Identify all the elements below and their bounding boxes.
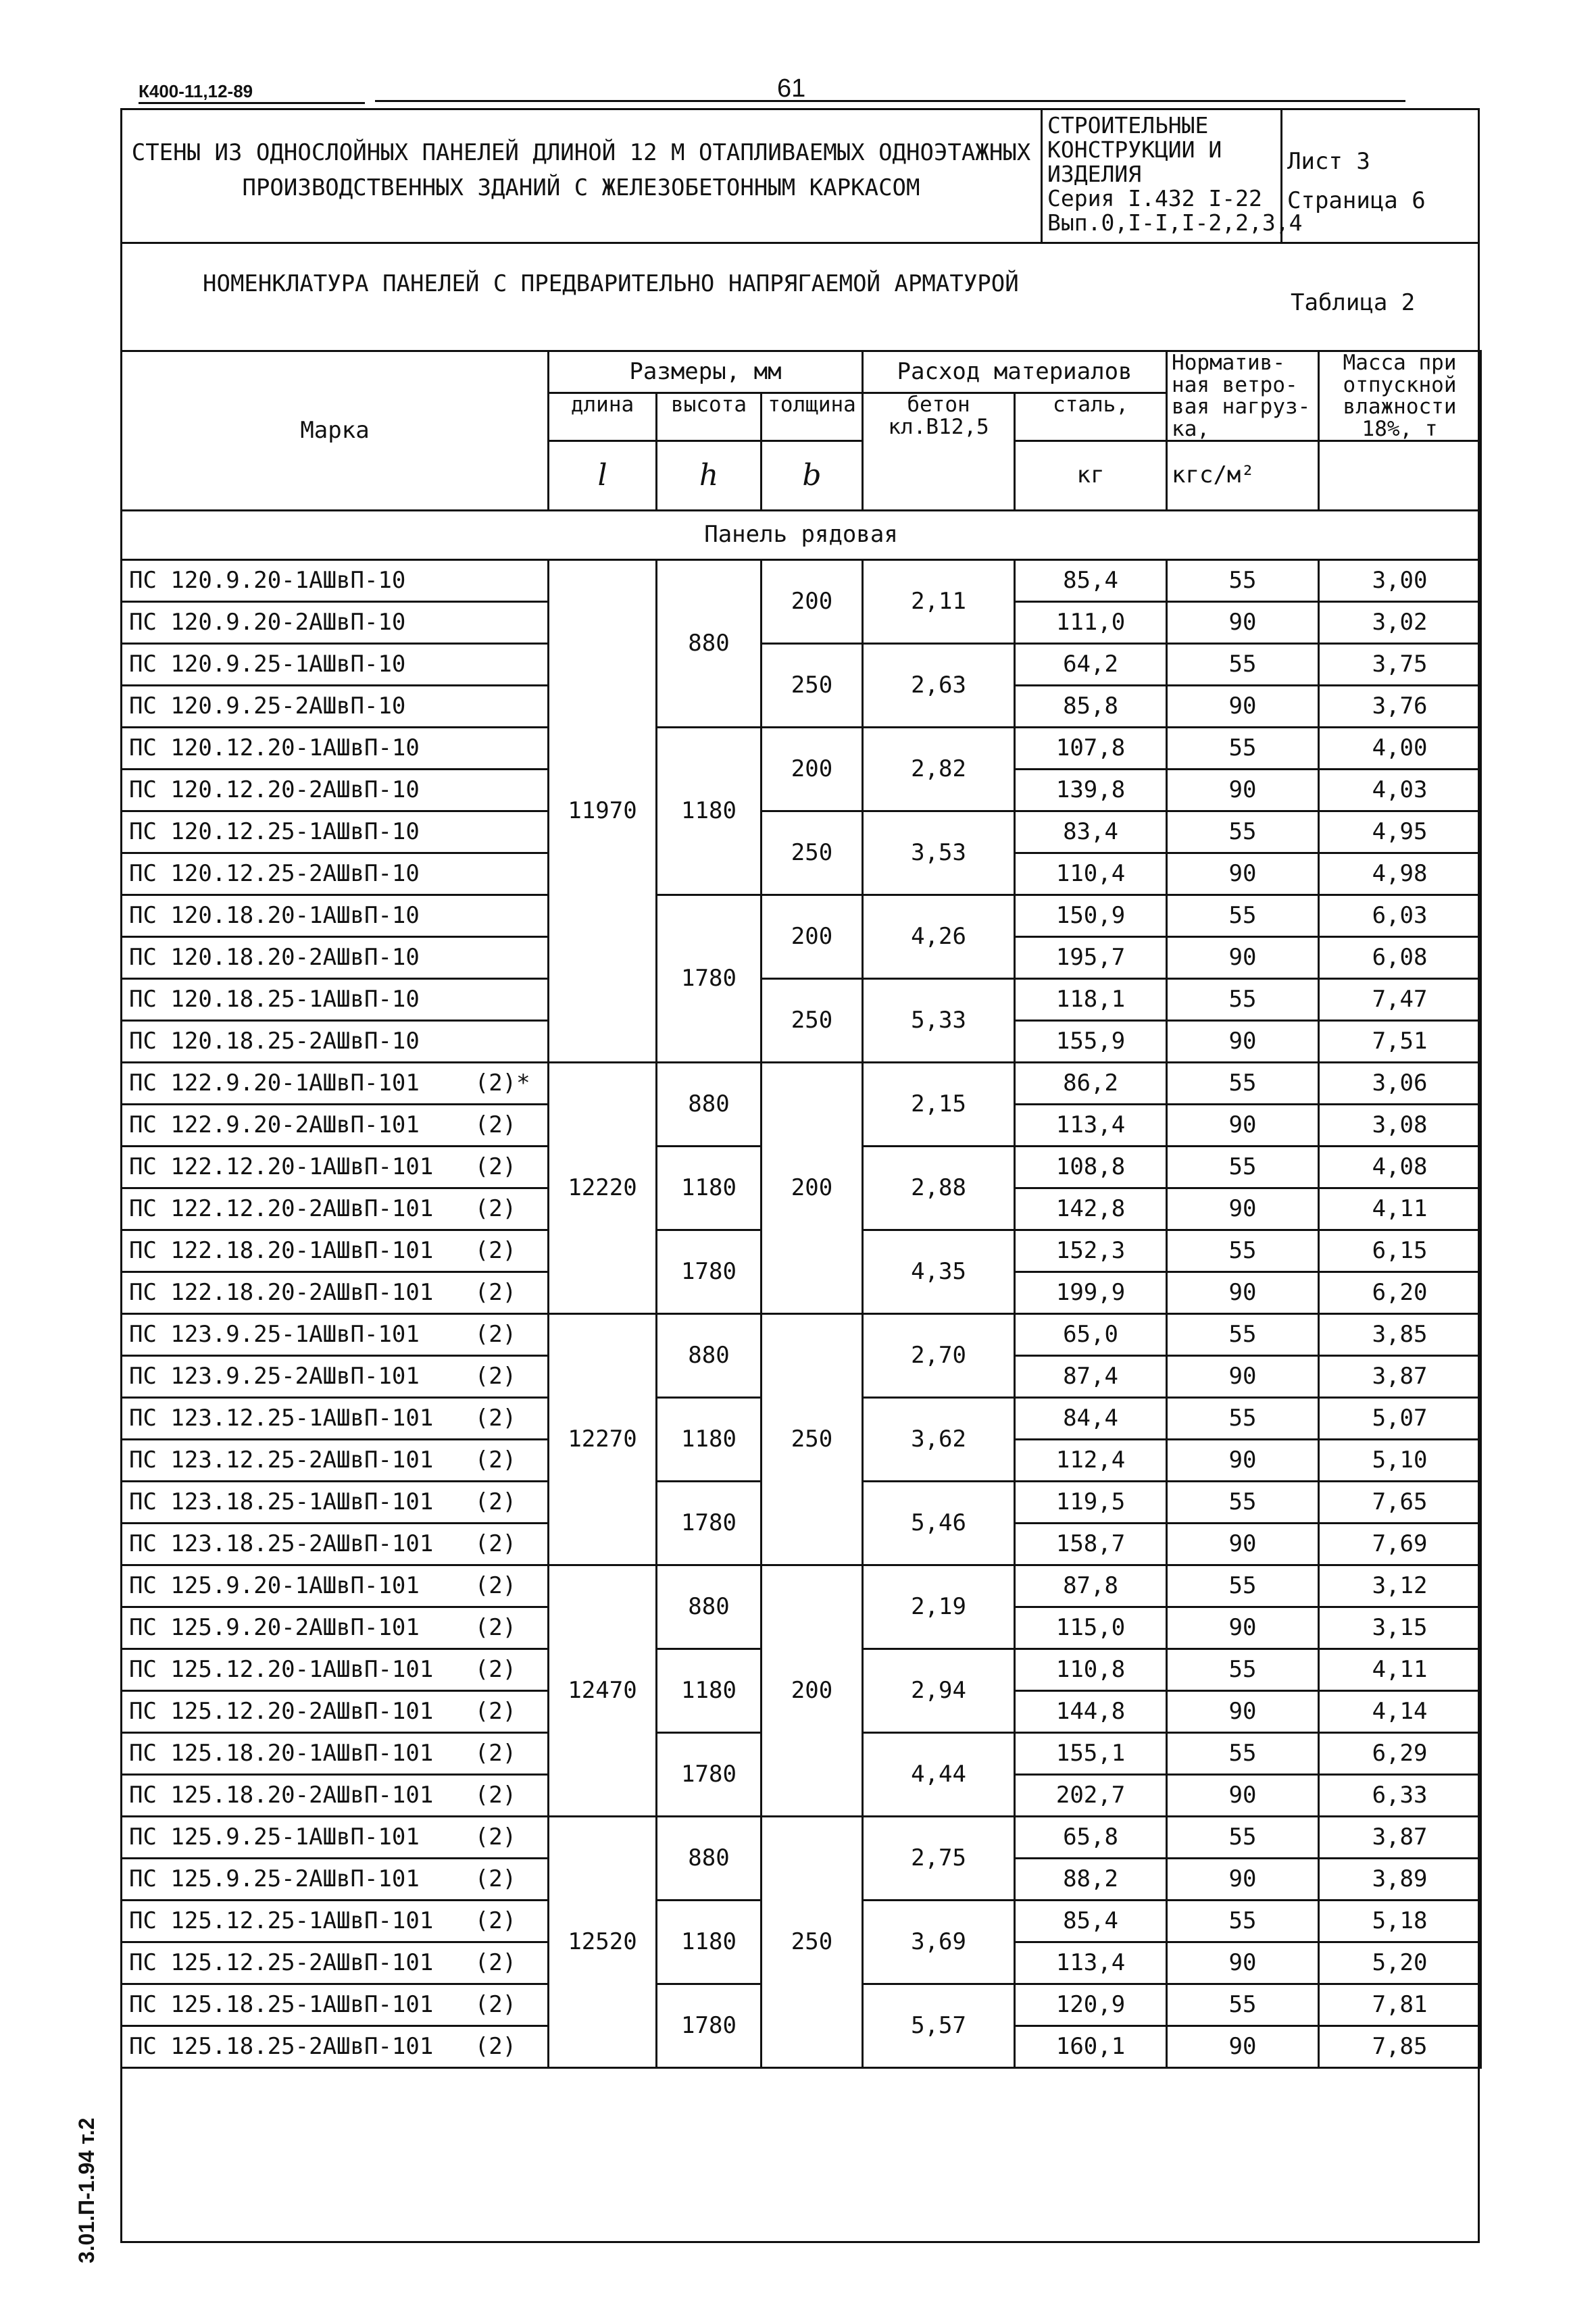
table-row	[122, 1565, 1481, 1607]
series-line2: КОНСТРУКЦИИ И	[1047, 136, 1222, 163]
series-line3: ИЗДЕЛИЯ	[1047, 161, 1142, 187]
cell-mass: 5,18	[1319, 1901, 1481, 1942]
cell-mark: ПС 125.18.20-2АШвП-101 (2)	[122, 1775, 549, 1817]
cell-steel: 88,2	[1015, 1859, 1167, 1901]
cell-concrete: 4,26	[863, 895, 1015, 979]
cell-steel: 87,4	[1015, 1356, 1167, 1398]
cell-steel: 152,3	[1015, 1230, 1167, 1272]
cell-mass: 7,51	[1319, 1021, 1481, 1063]
col-concrete-header: бетон кл.В12,5	[863, 393, 1015, 511]
cell-wind: 55	[1167, 644, 1319, 686]
cell-mass: 3,02	[1319, 602, 1481, 644]
cell-mass: 6,15	[1319, 1230, 1481, 1272]
cell-mass: 7,85	[1319, 2026, 1481, 2068]
col-height-symbol: h	[657, 441, 762, 511]
cell-thickness: 200	[762, 728, 863, 811]
cell-wind: 55	[1167, 979, 1319, 1021]
cell-mark: ПС 122.12.20-1АШвП-101 (2)	[122, 1147, 549, 1188]
cell-mark: ПС 125.18.20-1АШвП-101 (2)	[122, 1733, 549, 1775]
cell-mark: ПС 125.12.20-2АШвП-101 (2)	[122, 1691, 549, 1733]
cell-wind: 55	[1167, 895, 1319, 937]
cell-mark: ПС 125.9.25-2АШвП-101 (2)	[122, 1859, 549, 1901]
header-divider-1	[1041, 108, 1043, 243]
cell-wind: 90	[1167, 1607, 1319, 1649]
cell-wind: 55	[1167, 1482, 1319, 1524]
cell-mass: 3,87	[1319, 1817, 1481, 1859]
cell-height: 1180	[657, 728, 762, 895]
cell-thickness: 200	[762, 895, 863, 979]
cell-steel: 142,8	[1015, 1188, 1167, 1230]
cell-thickness: 250	[762, 1314, 863, 1565]
cell-mark: ПС 120.9.20-2АШвП-10	[122, 602, 549, 644]
cell-mass: 4,03	[1319, 770, 1481, 811]
cell-wind: 55	[1167, 1063, 1319, 1105]
cell-concrete: 2,82	[863, 728, 1015, 811]
cell-steel: 160,1	[1015, 2026, 1167, 2068]
col-wind-header: Норматив-ная ветро-вая нагруз-ка,	[1167, 351, 1319, 441]
cell-height: 1180	[657, 1901, 762, 1984]
cell-wind: 55	[1167, 1649, 1319, 1691]
cell-wind: 90	[1167, 1188, 1319, 1230]
col-steel-header: сталь,	[1015, 393, 1167, 441]
col-steel-unit: кг	[1015, 441, 1167, 511]
cell-wind: 55	[1167, 1733, 1319, 1775]
cell-concrete: 3,53	[863, 811, 1015, 895]
cell-concrete: 2,15	[863, 1063, 1015, 1147]
cell-mass: 5,20	[1319, 1942, 1481, 1984]
cell-wind: 90	[1167, 686, 1319, 728]
cell-steel: 119,5	[1015, 1482, 1167, 1524]
table-row	[122, 895, 1481, 937]
cell-height: 1780	[657, 1230, 762, 1314]
cell-steel: 144,8	[1015, 1691, 1167, 1733]
cell-mass: 7,69	[1319, 1524, 1481, 1565]
cell-concrete: 2,88	[863, 1147, 1015, 1230]
cell-wind: 55	[1167, 1398, 1319, 1440]
cell-concrete: 5,46	[863, 1482, 1015, 1565]
cell-height: 880	[657, 1565, 762, 1649]
nomenclature-table	[120, 350, 1482, 2069]
cell-wind: 55	[1167, 1565, 1319, 1607]
cell-mark: ПС 123.18.25-2АШвП-101 (2)	[122, 1524, 549, 1565]
cell-wind: 90	[1167, 770, 1319, 811]
table-row	[122, 979, 1481, 1021]
cell-mass: 4,14	[1319, 1691, 1481, 1733]
cell-wind: 90	[1167, 1356, 1319, 1398]
header-bottom-rule	[120, 242, 1480, 244]
cell-height: 1180	[657, 1147, 762, 1230]
cell-mark: ПС 123.12.25-1АШвП-101 (2)	[122, 1398, 549, 1440]
cell-concrete: 2,70	[863, 1314, 1015, 1398]
cell-mark: ПС 122.18.20-2АШвП-101 (2)	[122, 1272, 549, 1314]
cell-steel: 85,8	[1015, 686, 1167, 728]
cell-steel: 115,0	[1015, 1607, 1167, 1649]
cell-height: 1180	[657, 1649, 762, 1733]
cell-mark: ПС 125.18.25-2АШвП-101 (2)	[122, 2026, 549, 2068]
cell-wind: 90	[1167, 1272, 1319, 1314]
header-title	[128, 135, 1034, 205]
table-row	[122, 1817, 1481, 1859]
cell-mark: ПС 122.9.20-2АШвП-101 (2)	[122, 1105, 549, 1147]
col-wind-unit: кгс/м²	[1167, 441, 1319, 511]
cell-height: 880	[657, 1817, 762, 1901]
cell-mass: 5,10	[1319, 1440, 1481, 1482]
cell-mass: 3,15	[1319, 1607, 1481, 1649]
cell-concrete: 2,94	[863, 1649, 1015, 1733]
cell-mark: ПС 122.12.20-2АШвП-101 (2)	[122, 1188, 549, 1230]
cell-mark: ПС 120.12.20-1АШвП-10	[122, 728, 549, 770]
cell-thickness: 250	[762, 811, 863, 895]
cell-mass: 6,08	[1319, 937, 1481, 979]
cell-mass: 4,08	[1319, 1147, 1481, 1188]
cell-thickness: 200	[762, 560, 863, 644]
cell-steel: 139,8	[1015, 770, 1167, 811]
nomenclature-title: НОМЕНКЛАТУРА ПАНЕЛЕЙ С ПРЕДВАРИТЕЛЬНО НАПРЯГАЕМОЙ АРМАТУРОЙ	[203, 270, 1019, 297]
col-mass-header	[1319, 351, 1481, 441]
cell-wind: 90	[1167, 937, 1319, 979]
series-line5: Вып.0,I-I,I-2,2,3,4	[1047, 209, 1303, 236]
cell-height: 880	[657, 1314, 762, 1398]
cell-mass: 7,47	[1319, 979, 1481, 1021]
cell-mark: ПС 125.18.25-1АШвП-101 (2)	[122, 1984, 549, 2026]
cell-concrete: 5,33	[863, 979, 1015, 1063]
side-stamp: 3.01.П-1.94 т.2	[74, 2117, 99, 2263]
cell-concrete: 3,69	[863, 1901, 1015, 1984]
cell-mark: ПС 123.18.25-1АШвП-101 (2)	[122, 1482, 549, 1524]
cell-wind: 55	[1167, 728, 1319, 770]
cell-wind: 90	[1167, 1859, 1319, 1901]
cell-length: 11970	[549, 560, 657, 1063]
cell-steel: 85,4	[1015, 1901, 1167, 1942]
cell-mark: ПС 120.9.20-1АШвП-10	[122, 560, 549, 602]
cell-wind: 90	[1167, 1440, 1319, 1482]
col-mark-header: Марка	[122, 351, 549, 511]
col-height-header: высота	[657, 393, 762, 441]
cell-steel: 155,9	[1015, 1021, 1167, 1063]
header-title-line1: СТЕНЫ ИЗ ОДНОСЛОЙНЫХ ПАНЕЛЕЙ ДЛИНОЙ 12 М ОТАПЛИВАЕМЫХ ОДНОЭТАЖНЫХ	[131, 139, 1031, 166]
table-row	[122, 811, 1481, 853]
table-row	[122, 560, 1481, 602]
cell-concrete: 5,57	[863, 1984, 1015, 2068]
cell-thickness: 250	[762, 979, 863, 1063]
cell-steel: 110,4	[1015, 853, 1167, 895]
cell-height: 1780	[657, 1733, 762, 1817]
cell-mass: 4,00	[1319, 728, 1481, 770]
table-row	[122, 1314, 1481, 1356]
cell-wind: 55	[1167, 1901, 1319, 1942]
col-thickness-header: толщина	[762, 393, 863, 441]
cell-wind: 55	[1167, 811, 1319, 853]
cell-mass: 6,03	[1319, 895, 1481, 937]
col-mass-spacer	[1319, 441, 1481, 511]
cell-concrete: 2,75	[863, 1817, 1015, 1901]
cell-mass: 6,20	[1319, 1272, 1481, 1314]
cell-steel: 84,4	[1015, 1398, 1167, 1440]
cell-wind: 90	[1167, 602, 1319, 644]
sheet-block	[1287, 142, 1426, 220]
cell-height: 1780	[657, 895, 762, 1063]
cell-wind: 90	[1167, 1105, 1319, 1147]
cell-steel: 120,9	[1015, 1984, 1167, 2026]
cell-mark: ПС 120.18.20-1АШвП-10	[122, 895, 549, 937]
cell-length: 12270	[549, 1314, 657, 1565]
cell-wind: 90	[1167, 1942, 1319, 1984]
cell-steel: 158,7	[1015, 1524, 1167, 1565]
cell-mark: ПС 125.9.20-1АШвП-101 (2)	[122, 1565, 549, 1607]
series-block	[1047, 114, 1303, 235]
col-mass-unit: 18%, т	[1362, 416, 1438, 441]
cell-mark: ПС 123.12.25-2АШвП-101 (2)	[122, 1440, 549, 1482]
cell-mark: ПС 120.12.25-2АШвП-10	[122, 853, 549, 895]
cell-mass: 4,95	[1319, 811, 1481, 853]
cell-steel: 155,1	[1015, 1733, 1167, 1775]
cell-mass: 4,11	[1319, 1649, 1481, 1691]
cell-steel: 113,4	[1015, 1942, 1167, 1984]
sheet-number: Лист 3	[1287, 148, 1370, 175]
cell-steel: 113,4	[1015, 1105, 1167, 1147]
table-row	[122, 644, 1481, 686]
cell-mass: 3,75	[1319, 644, 1481, 686]
cell-wind: 90	[1167, 1691, 1319, 1733]
cell-thickness: 200	[762, 1063, 863, 1314]
cell-wind: 90	[1167, 1775, 1319, 1817]
cell-mass: 7,81	[1319, 1984, 1481, 2026]
top-rule	[375, 100, 1405, 102]
cell-steel: 107,8	[1015, 728, 1167, 770]
col-length-symbol: l	[549, 441, 657, 511]
cell-steel: 87,8	[1015, 1565, 1167, 1607]
cell-mass: 7,65	[1319, 1482, 1481, 1524]
cell-steel: 202,7	[1015, 1775, 1167, 1817]
cell-concrete: 3,62	[863, 1398, 1015, 1482]
col-sizes-header: Размеры, мм	[549, 351, 863, 393]
series-line1: СТРОИТЕЛЬНЫЕ	[1047, 112, 1209, 139]
col-mass-title: Масса при отпускной влажности	[1343, 351, 1457, 420]
cell-wind: 55	[1167, 1314, 1319, 1356]
cell-height: 1180	[657, 1398, 762, 1482]
cell-mark: ПС 120.18.25-1АШвП-10	[122, 979, 549, 1021]
cell-mark: ПС 125.9.20-2АШвП-101 (2)	[122, 1607, 549, 1649]
cell-mass: 4,11	[1319, 1188, 1481, 1230]
cell-mass: 6,33	[1319, 1775, 1481, 1817]
cell-mark: ПС 125.9.25-1АШвП-101 (2)	[122, 1817, 549, 1859]
cell-mark: ПС 122.9.20-1АШвП-101 (2)*	[122, 1063, 549, 1105]
cell-concrete: 2,63	[863, 644, 1015, 728]
cell-length: 12470	[549, 1565, 657, 1817]
cell-height: 880	[657, 560, 762, 728]
cell-mark: ПС 120.9.25-2АШвП-10	[122, 686, 549, 728]
cell-height: 1780	[657, 1984, 762, 2068]
cell-steel: 195,7	[1015, 937, 1167, 979]
cell-wind: 55	[1167, 1230, 1319, 1272]
col-materials-header: Расход материалов	[863, 351, 1167, 393]
cell-steel: 65,8	[1015, 1817, 1167, 1859]
cell-steel: 65,0	[1015, 1314, 1167, 1356]
cell-thickness: 200	[762, 1565, 863, 1817]
col-thickness-symbol: b	[762, 441, 863, 511]
cell-thickness: 250	[762, 644, 863, 728]
sheet-page: Страница 6	[1287, 187, 1426, 214]
cell-mark: ПС 120.12.25-1АШвП-10	[122, 811, 549, 853]
cell-mass: 3,00	[1319, 560, 1481, 602]
cell-thickness: 250	[762, 1817, 863, 2068]
cell-steel: 118,1	[1015, 979, 1167, 1021]
header-title-line2: ПРОИЗВОДСТВЕННЫХ ЗДАНИЙ С ЖЕЛЕЗОБЕТОННЫМ КАРКАСОМ	[242, 174, 920, 201]
cell-mark: ПС 123.9.25-1АШвП-101 (2)	[122, 1314, 549, 1356]
document-code: К400-11,12-89	[139, 81, 365, 104]
table-row	[122, 728, 1481, 770]
table-label: Таблица 2	[1291, 289, 1416, 316]
cell-mass: 3,06	[1319, 1063, 1481, 1105]
cell-concrete: 4,35	[863, 1230, 1015, 1314]
cell-wind: 90	[1167, 2026, 1319, 2068]
cell-steel: 112,4	[1015, 1440, 1167, 1482]
cell-mark: ПС 120.9.25-1АШвП-10	[122, 644, 549, 686]
cell-mark: ПС 122.18.20-1АШвП-101 (2)	[122, 1230, 549, 1272]
cell-wind: 90	[1167, 1524, 1319, 1565]
cell-mark: ПС 120.18.25-2АШвП-10	[122, 1021, 549, 1063]
cell-length: 12520	[549, 1817, 657, 2068]
cell-mass: 3,89	[1319, 1859, 1481, 1901]
cell-wind: 55	[1167, 1817, 1319, 1859]
cell-mark: ПС 125.12.25-1АШвП-101 (2)	[122, 1901, 549, 1942]
cell-mark: ПС 120.18.20-2АШвП-10	[122, 937, 549, 979]
cell-steel: 64,2	[1015, 644, 1167, 686]
cell-steel: 111,0	[1015, 602, 1167, 644]
cell-wind: 55	[1167, 560, 1319, 602]
cell-mass: 5,07	[1319, 1398, 1481, 1440]
panel-type-label: Панель рядовая	[122, 511, 1481, 560]
cell-mass: 6,29	[1319, 1733, 1481, 1775]
cell-mark: ПС 125.12.25-2АШвП-101 (2)	[122, 1942, 549, 1984]
cell-mass: 3,76	[1319, 686, 1481, 728]
cell-wind: 90	[1167, 853, 1319, 895]
cell-mark: ПС 125.12.20-1АШвП-101 (2)	[122, 1649, 549, 1691]
series-line4: Серия I.432 I-22	[1047, 185, 1262, 211]
cell-steel: 199,9	[1015, 1272, 1167, 1314]
cell-steel: 83,4	[1015, 811, 1167, 853]
cell-mark: ПС 120.12.20-2АШвП-10	[122, 770, 549, 811]
cell-mass: 3,08	[1319, 1105, 1481, 1147]
cell-height: 880	[657, 1063, 762, 1147]
cell-steel: 86,2	[1015, 1063, 1167, 1105]
cell-concrete: 2,19	[863, 1565, 1015, 1649]
cell-wind: 90	[1167, 1021, 1319, 1063]
cell-mass: 3,85	[1319, 1314, 1481, 1356]
cell-concrete: 4,44	[863, 1733, 1015, 1817]
cell-wind: 55	[1167, 1147, 1319, 1188]
col-length-header: длина	[549, 393, 657, 441]
cell-wind: 55	[1167, 1984, 1319, 2026]
cell-height: 1780	[657, 1482, 762, 1565]
cell-mass: 3,87	[1319, 1356, 1481, 1398]
cell-mass: 4,98	[1319, 853, 1481, 895]
cell-concrete: 2,11	[863, 560, 1015, 644]
cell-steel: 150,9	[1015, 895, 1167, 937]
cell-length: 12220	[549, 1063, 657, 1314]
cell-mark: ПС 123.9.25-2АШвП-101 (2)	[122, 1356, 549, 1398]
page-number: 61	[777, 74, 806, 103]
cell-steel: 85,4	[1015, 560, 1167, 602]
table-row	[122, 1063, 1481, 1105]
cell-steel: 110,8	[1015, 1649, 1167, 1691]
cell-mass: 3,12	[1319, 1565, 1481, 1607]
cell-steel: 108,8	[1015, 1147, 1167, 1188]
